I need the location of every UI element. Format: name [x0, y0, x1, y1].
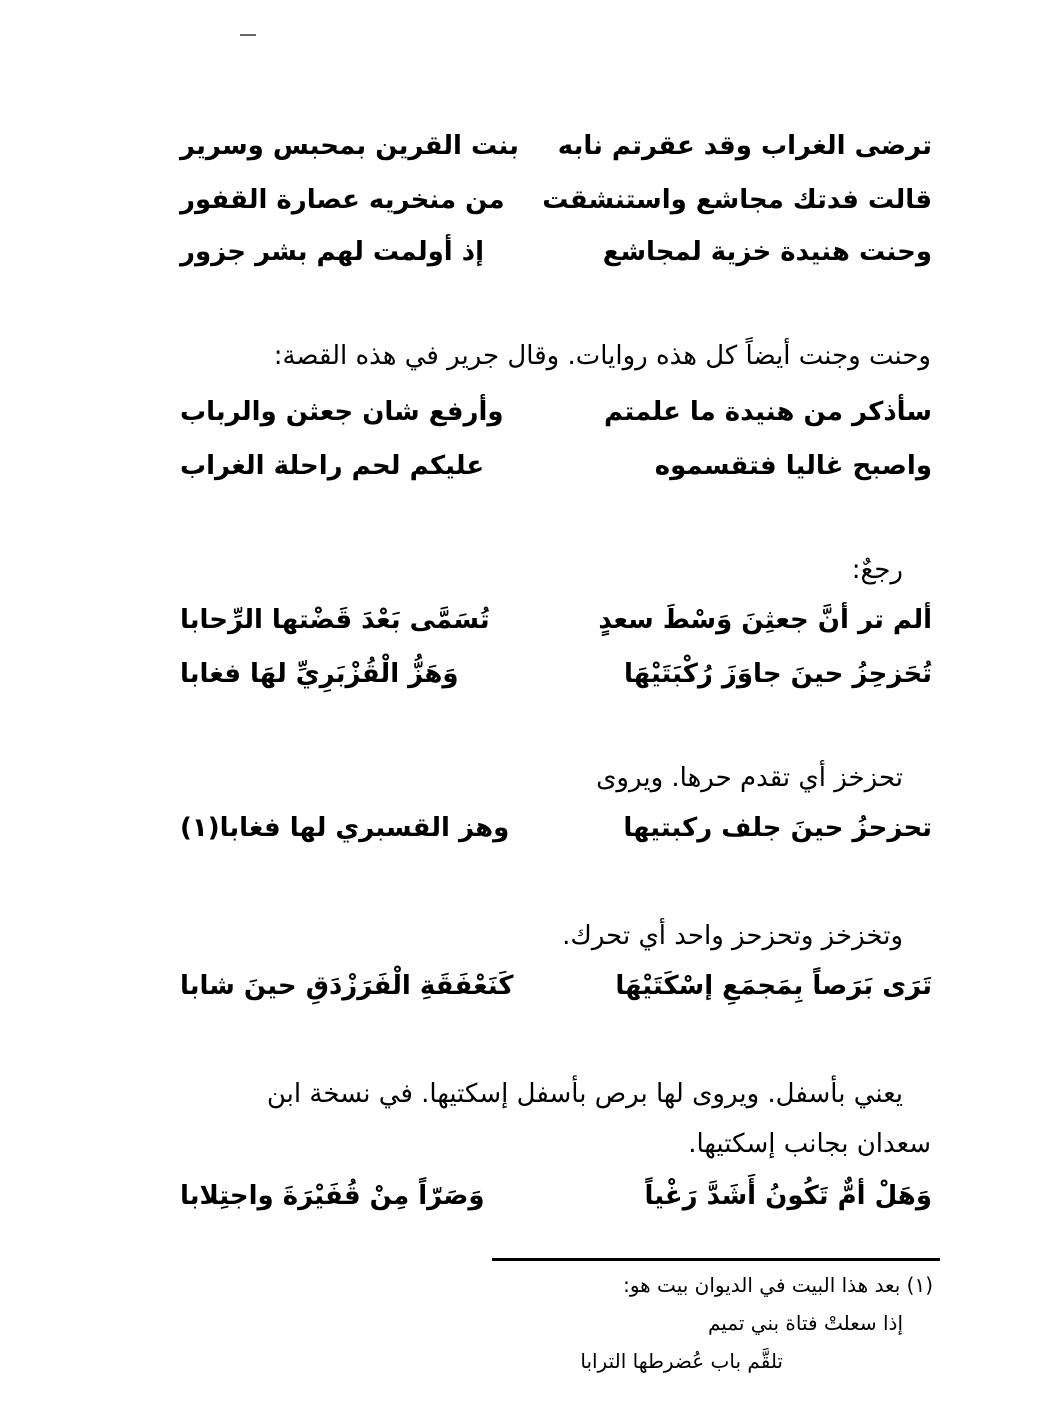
verse-second-hemistich: عليكم لحم راحلة الغراب — [180, 451, 485, 481]
verse-second-hemistich: وَصَرّاً مِنْ قُفَيْرَةَ واجتِلابا — [180, 1181, 485, 1211]
scan-mark — [240, 34, 256, 36]
verse-first-hemistich: تحزحزُ حينَ جلف ركبتيها — [623, 813, 932, 843]
verse-second-hemistich: بنت القرين بمحبس وسرير — [180, 131, 519, 161]
verse-second-hemistich: تُسَمَّى بَعْدَ قَضْتها الرِّحابا — [180, 605, 490, 635]
verse-line — [180, 966, 932, 1006]
prose-paragraph: سعدان بجانب إسكتيها. — [688, 1129, 931, 1159]
verse-line — [180, 654, 932, 694]
footnote-verse-line: تلقَّم باب عُضرطها الترابا — [580, 1349, 783, 1373]
verse-line — [180, 126, 932, 166]
verse-line — [180, 1176, 932, 1216]
verse-first-hemistich: وحنت هنيدة خزية لمجاشع — [602, 237, 932, 267]
verse-second-hemistich: من منخريه عصارة القفور — [180, 185, 505, 215]
verse-first-hemistich: سأذكر من هنيدة ما علمتم — [604, 397, 932, 427]
verse-second-hemistich: وأرفع شان جعثن والرباب — [180, 397, 504, 427]
verse-line — [180, 446, 932, 486]
prose-paragraph: وحنت وجنت أيضاً كل هذه روايات. وقال جرير في هذه القصة: — [273, 341, 931, 371]
verse-line — [180, 232, 932, 272]
footnote-divider — [492, 1258, 940, 1261]
verse-line — [180, 808, 932, 848]
verse-first-hemistich: تُحَزحِزُ حينَ جاوَزَ رُكْبَتَيْهَا — [624, 659, 932, 689]
verse-second-hemistich: وهز القسبري لها فغابا(١) — [180, 813, 510, 843]
verse-first-hemistich: تَرَى بَرَصاً بِمَجمَعِ إسْكَتَيْهَا — [615, 971, 932, 1001]
verse-second-hemistich: وَهَزُّ الْقُزْبَرِيِّ لهَا فغابا — [180, 659, 459, 689]
verse-first-hemistich: وَهَلْ أمٌّ تَكُونُ أَشَدَّ رَغْياً — [644, 1181, 932, 1211]
verse-first-hemistich: واصبح غاليا فتقسموه — [654, 451, 932, 481]
footnote-intro: (١) بعد هذا البيت في الديوان بيت هو: — [623, 1273, 933, 1297]
prose-paragraph: وتخزخز وتحزحز واحد أي تحرك. — [562, 921, 903, 951]
verse-first-hemistich: قالت فدتك مجاشع واستنشقت — [542, 185, 932, 215]
verse-second-hemistich: كَنَعْفَقَةِ الْفَرَزْدَقِ حينَ شابا — [180, 971, 514, 1001]
verse-first-hemistich: ترضى الغراب وقد عقرتم نابه — [557, 131, 932, 161]
verse-line — [180, 392, 932, 432]
verse-line — [180, 180, 932, 220]
prose-paragraph: رجعٌ: — [851, 555, 903, 585]
verse-line — [180, 600, 932, 640]
verse-second-hemistich: إذ أولمت لهم بشر جزور — [180, 237, 485, 267]
prose-paragraph: يعني بأسفل. ويروى لها برص بأسفل إسكتيها. في نسخة ابن — [266, 1079, 903, 1109]
footnote-verse-line: إذا سعلتْ فتاة بني تميم — [707, 1311, 903, 1335]
prose-paragraph: تحزخز أي تقدم حرها. ويروى — [596, 763, 903, 793]
verse-first-hemistich: ألم تر أنَّ جعثِنَ وَسْطَ سعدٍ — [598, 605, 932, 635]
